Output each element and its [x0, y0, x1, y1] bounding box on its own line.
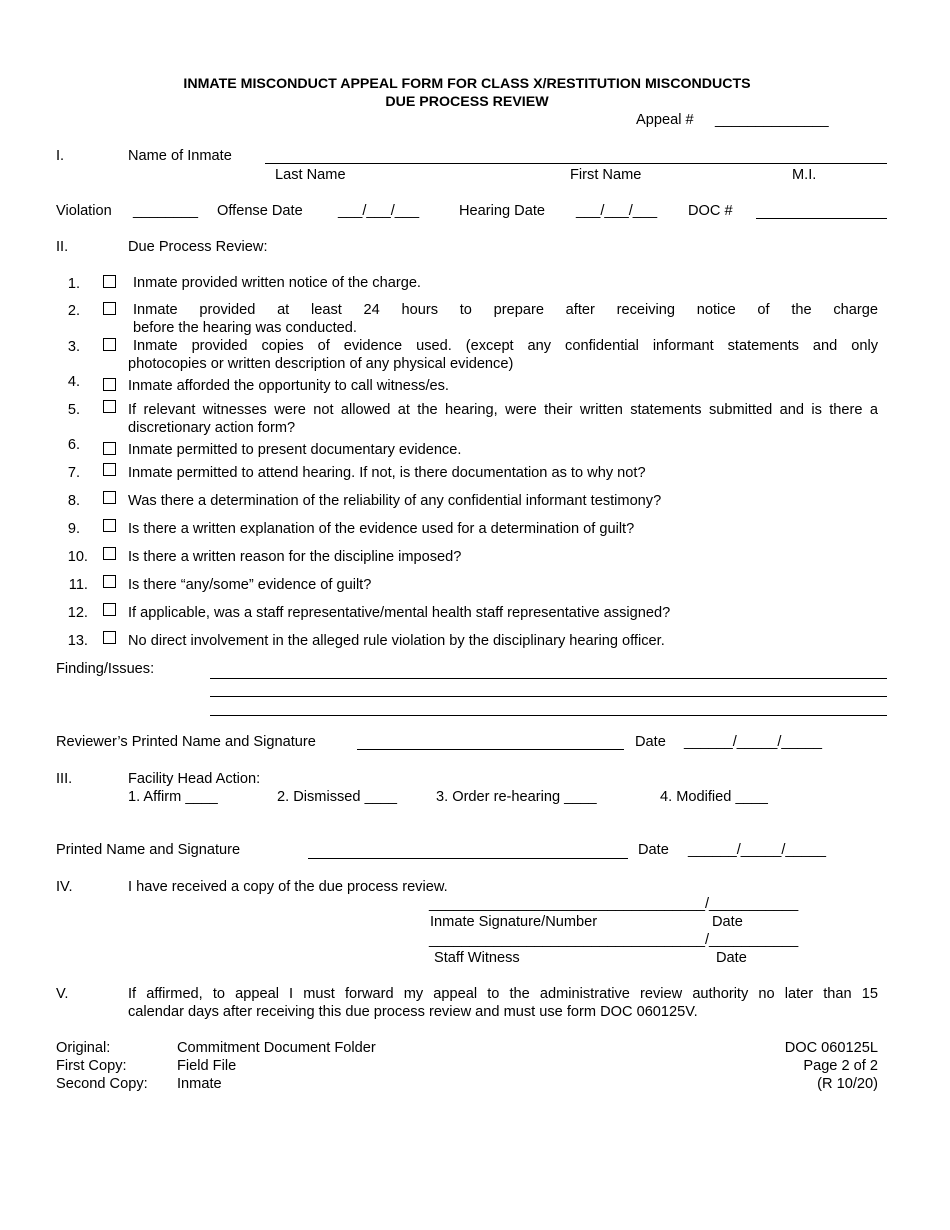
footer-page-number: Page 2 of 2	[803, 1058, 878, 1074]
section-iii-numeral: III.	[56, 771, 73, 787]
reviewer-signature-field[interactable]	[357, 749, 624, 750]
facility-head-date-label: Date	[638, 842, 669, 858]
finding-line-3[interactable]	[210, 715, 887, 716]
inmate-signature-caption: Inmate Signature/Number	[430, 914, 598, 930]
item-4-checkbox[interactable]	[103, 378, 116, 391]
item-13-number: 13.	[67, 633, 88, 649]
reviewer-signature-label: Reviewer’s Printed Name and Signature	[56, 734, 316, 750]
inmate-date-caption: Date	[712, 914, 743, 930]
item-10-text: Is there a written reason for the discipline imposed?	[128, 549, 462, 565]
item-2-checkbox[interactable]	[103, 302, 116, 315]
violation-field[interactable]: ________	[133, 203, 198, 219]
appeal-number-label: Appeal #	[636, 112, 694, 128]
footer-second-copy-label: Second Copy:	[56, 1076, 148, 1092]
item-8-text: Was there a determination of the reliability of any confidential informant testimony?	[128, 493, 662, 509]
item-6-checkbox[interactable]	[103, 442, 116, 455]
item-6-text: Inmate permitted to present documentary evidence.	[128, 442, 462, 458]
item-9-number: 9.	[67, 521, 80, 537]
due-process-review-label: Due Process Review:	[128, 239, 268, 255]
item-4-number: 4.	[67, 374, 80, 390]
offense-date-label: Offense Date	[217, 203, 303, 219]
footer-revision: (R 10/20)	[817, 1076, 878, 1092]
item-12-text: If applicable, was a staff representative/mental health staff representative assigned?	[128, 605, 671, 621]
item-3-text-line2: photocopies or written description of any physical evidence)	[128, 356, 514, 372]
item-9-checkbox[interactable]	[103, 519, 116, 532]
footer-second-copy-value: Inmate	[177, 1076, 222, 1092]
finding-line-1[interactable]	[210, 678, 887, 679]
hearing-date-field[interactable]: ___/___/___	[576, 203, 658, 219]
received-copy-statement: I have received a copy of the due process review.	[128, 879, 448, 895]
section-v-numeral: V.	[56, 986, 69, 1002]
form-title: INMATE MISCONDUCT APPEAL FORM FOR CLASS X/RESTITUTION MISCONDUCTS	[183, 76, 751, 92]
item-5-text-line2: discretionary action form?	[128, 420, 296, 436]
item-6-number: 6.	[67, 437, 80, 453]
item-12-number: 12.	[67, 605, 88, 621]
doc-number-field[interactable]	[756, 218, 887, 219]
item-8-number: 8.	[67, 493, 80, 509]
inmate-signature-field[interactable]: __________________________________/___________	[429, 896, 799, 912]
facility-head-signature-field[interactable]	[308, 858, 628, 859]
reviewer-date-label: Date	[635, 734, 666, 750]
inmate-name-label: Name of Inmate	[128, 148, 232, 164]
item-11-checkbox[interactable]	[103, 575, 116, 588]
staff-witness-caption: Staff Witness	[434, 950, 520, 966]
offense-date-field[interactable]: ___/___/___	[338, 203, 420, 219]
doc-number-label: DOC #	[688, 203, 733, 219]
facility-head-date-field[interactable]: ______/_____/_____	[688, 842, 826, 858]
item-13-text: No direct involvement in the alleged rule violation by the disciplinary hearing officer.	[128, 633, 665, 649]
section-i-numeral: I.	[56, 148, 65, 164]
section-ii-numeral: II.	[56, 239, 69, 255]
item-5-checkbox[interactable]	[103, 400, 116, 413]
section-iv-numeral: IV.	[56, 879, 73, 895]
staff-witness-field[interactable]: __________________________________/___________	[429, 932, 799, 948]
option-dismissed[interactable]: 2. Dismissed ____	[277, 789, 398, 805]
item-2-text-line2: before the hearing was conducted.	[133, 320, 357, 336]
item-7-checkbox[interactable]	[103, 463, 116, 476]
finding-line-2[interactable]	[210, 696, 887, 697]
item-8-checkbox[interactable]	[103, 491, 116, 504]
item-4-text: Inmate afforded the opportunity to call witness/es.	[128, 378, 449, 394]
footer-form-number: DOC 060125L	[784, 1040, 878, 1056]
item-12-checkbox[interactable]	[103, 603, 116, 616]
last-name-caption: Last Name	[275, 167, 346, 183]
footer-first-copy-label: First Copy:	[56, 1058, 127, 1074]
staff-witness-date-caption: Date	[716, 950, 747, 966]
middle-initial-caption: M.I.	[792, 167, 817, 183]
violation-label: Violation	[56, 203, 112, 219]
finding-issues-label: Finding/Issues:	[56, 661, 155, 677]
item-3-text-line1: Inmate provided copies of evidence used. (except any confidential informant statements and only	[133, 338, 878, 354]
hearing-date-label: Hearing Date	[459, 203, 545, 219]
option-order-rehearing[interactable]: 3. Order re-hearing ____	[436, 789, 597, 805]
reviewer-date-field[interactable]: ______/_____/_____	[684, 734, 822, 750]
item-7-text: Inmate permitted to attend hearing. If not, is there documentation as to why not?	[128, 465, 646, 481]
appeal-number-field[interactable]: ______________	[715, 112, 829, 128]
option-affirm[interactable]: 1. Affirm ____	[128, 789, 218, 805]
item-1-number: 1.	[67, 276, 80, 292]
item-1-text: Inmate provided written notice of the charge.	[133, 275, 421, 291]
item-3-checkbox[interactable]	[103, 338, 116, 351]
item-3-number: 3.	[67, 339, 80, 355]
item-5-text-line1: If relevant witnesses were not allowed at the hearing, were their written statements submitted and is there a	[128, 402, 878, 418]
item-10-number: 10.	[67, 549, 88, 565]
facility-head-action-label: Facility Head Action:	[128, 771, 261, 787]
item-2-number: 2.	[67, 303, 80, 319]
appeal-instructions-line2: calendar days after receiving this due process review and must use form DOC 060125V.	[128, 1004, 698, 1020]
item-11-text: Is there “any/some” evidence of guilt?	[128, 577, 372, 593]
footer-original-value: Commitment Document Folder	[177, 1040, 376, 1056]
footer-original-label: Original:	[56, 1040, 111, 1056]
item-9-text: Is there a written explanation of the evidence used for a determination of guilt?	[128, 521, 635, 537]
item-13-checkbox[interactable]	[103, 631, 116, 644]
first-name-caption: First Name	[570, 167, 642, 183]
item-2-text-line1: Inmate provided at least 24 hours to prepare after receiving notice of the charge	[133, 302, 878, 318]
item-11-number: 11.	[68, 577, 88, 593]
item-10-checkbox[interactable]	[103, 547, 116, 560]
option-modified[interactable]: 4. Modified ____	[660, 789, 768, 805]
item-7-number: 7.	[67, 465, 80, 481]
footer-first-copy-value: Field File	[177, 1058, 237, 1074]
item-5-number: 5.	[67, 402, 80, 418]
appeal-instructions-line1: If affirmed, to appeal I must forward my appeal to the administrative review authority no later than 15	[128, 986, 878, 1002]
printed-name-signature-label: Printed Name and Signature	[56, 842, 241, 858]
item-1-checkbox[interactable]	[103, 275, 116, 288]
inmate-name-field[interactable]	[265, 163, 887, 164]
form-subtitle: DUE PROCESS REVIEW	[385, 94, 549, 110]
